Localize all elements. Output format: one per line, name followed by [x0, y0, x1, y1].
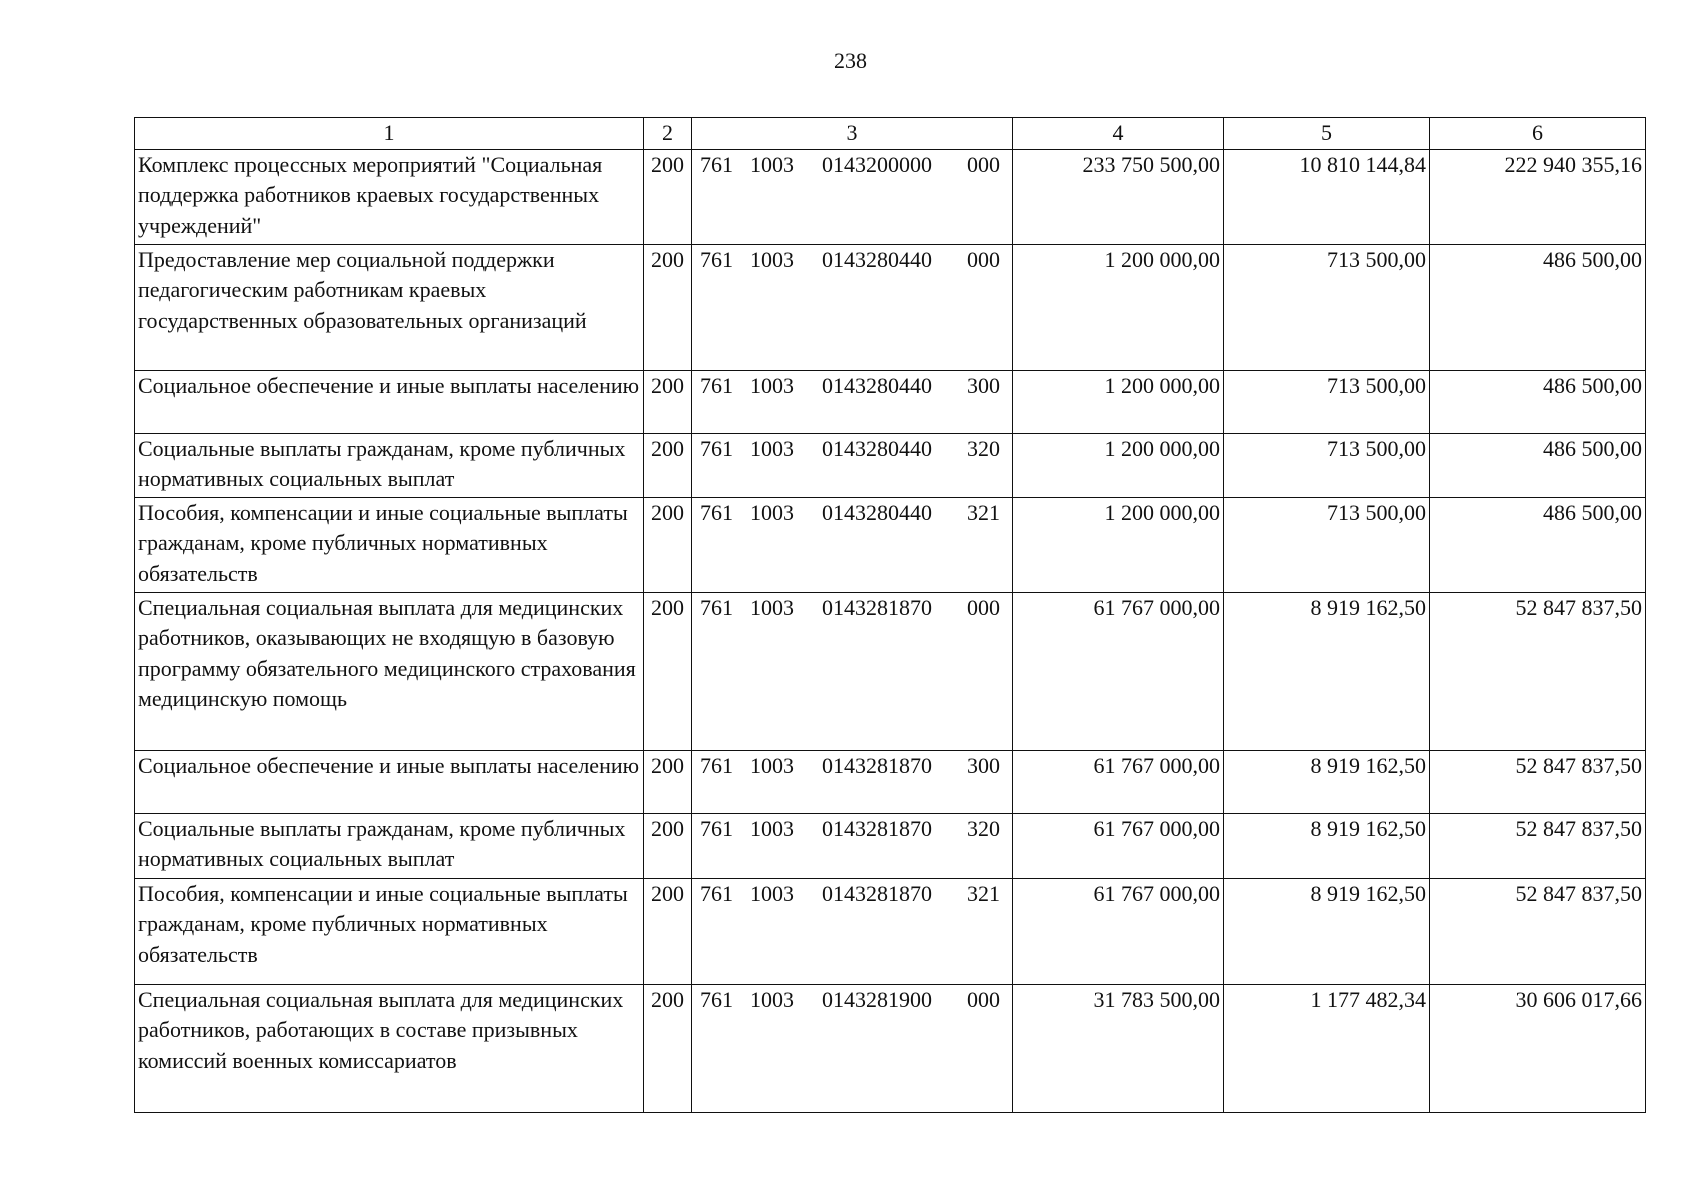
- row-ministry-code: 761: [700, 435, 733, 461]
- column-number: 2: [644, 118, 692, 150]
- row-expense-type-code: 300: [967, 752, 1000, 778]
- row-code: 200: [644, 984, 692, 1112]
- row-expense-type-code: 320: [967, 815, 1000, 841]
- row-target-code: 0143281900: [822, 986, 932, 1012]
- row-expense-type-code: 321: [967, 880, 1000, 906]
- row-section-code: 1003: [750, 435, 794, 461]
- row-approved-amount: 233 750 500,00: [1013, 149, 1224, 244]
- row-ministry-code: 761: [700, 752, 733, 778]
- row-approved-amount: 1 200 000,00: [1013, 244, 1224, 370]
- row-classification-codes: [692, 244, 1013, 370]
- row-target-code: 0143280440: [822, 499, 932, 525]
- row-name: Социальные выплаты гражданам, кроме публичных нормативных социальных выплат: [135, 433, 644, 497]
- row-target-code: 0143280440: [822, 435, 932, 461]
- row-remaining-amount: 486 500,00: [1430, 370, 1646, 433]
- table-row: [135, 433, 1646, 497]
- row-approved-amount: 31 783 500,00: [1013, 984, 1224, 1112]
- row-executed-amount: 10 810 144,84: [1224, 149, 1430, 244]
- row-name: Специальная социальная выплата для медицинских работников, работающих в составе призывных комиссий военных комиссариатов: [135, 984, 644, 1112]
- row-code: 200: [644, 592, 692, 750]
- row-classification-codes: [692, 878, 1013, 984]
- row-name: Пособия, компенсации и иные социальные выплаты гражданам, кроме публичных нормативных обязательств: [135, 878, 644, 984]
- row-approved-amount: 61 767 000,00: [1013, 878, 1224, 984]
- row-remaining-amount: 486 500,00: [1430, 244, 1646, 370]
- row-code: 200: [644, 370, 692, 433]
- row-executed-amount: 8 919 162,50: [1224, 750, 1430, 813]
- row-target-code: 0143281870: [822, 594, 932, 620]
- row-expense-type-code: 300: [967, 372, 1000, 398]
- row-code: 200: [644, 813, 692, 878]
- row-target-code: 0143280440: [822, 372, 932, 398]
- row-section-code: 1003: [750, 499, 794, 525]
- row-name: Социальные выплаты гражданам, кроме публичных нормативных социальных выплат: [135, 813, 644, 878]
- row-code: 200: [644, 878, 692, 984]
- row-executed-amount: 713 500,00: [1224, 244, 1430, 370]
- row-code: 200: [644, 497, 692, 592]
- table-row: [135, 750, 1646, 813]
- row-classification-codes: [692, 497, 1013, 592]
- row-classification-codes: [692, 433, 1013, 497]
- row-classification-codes: [692, 592, 1013, 750]
- table-row: [135, 984, 1646, 1112]
- row-classification-codes: [692, 750, 1013, 813]
- column-number: 4: [1013, 118, 1224, 150]
- row-name: Предоставление мер социальной поддержки педагогическим работникам краевых государственных образовательных организаций: [135, 244, 644, 370]
- row-ministry-code: 761: [700, 880, 733, 906]
- row-section-code: 1003: [750, 880, 794, 906]
- row-classification-codes: [692, 149, 1013, 244]
- row-name: Специальная социальная выплата для медицинских работников, оказывающих не входящую в базовую программу обязательного медицинского страхования медицинскую помощь: [135, 592, 644, 750]
- row-executed-amount: 1 177 482,34: [1224, 984, 1430, 1112]
- row-remaining-amount: 30 606 017,66: [1430, 984, 1646, 1112]
- column-number: 1: [135, 118, 644, 150]
- row-code: 200: [644, 750, 692, 813]
- row-executed-amount: 8 919 162,50: [1224, 878, 1430, 984]
- column-number: 5: [1224, 118, 1430, 150]
- row-code: 200: [644, 149, 692, 244]
- row-target-code: 0143280440: [822, 246, 932, 272]
- row-ministry-code: 761: [700, 151, 733, 177]
- row-ministry-code: 761: [700, 499, 733, 525]
- column-number: 6: [1430, 118, 1646, 150]
- column-number-row: [135, 118, 1646, 150]
- row-ministry-code: 761: [700, 815, 733, 841]
- row-expense-type-code: 000: [967, 151, 1000, 177]
- row-expense-type-code: 000: [967, 246, 1000, 272]
- row-code: 200: [644, 433, 692, 497]
- table-row: [135, 813, 1646, 878]
- table-row: [135, 149, 1646, 244]
- row-ministry-code: 761: [700, 246, 733, 272]
- row-approved-amount: 61 767 000,00: [1013, 813, 1224, 878]
- page-number: 238: [834, 48, 867, 73]
- row-ministry-code: 761: [700, 986, 733, 1012]
- row-expense-type-code: 000: [967, 986, 1000, 1012]
- row-target-code: 0143281870: [822, 752, 932, 778]
- row-expense-type-code: 000: [967, 594, 1000, 620]
- row-executed-amount: 713 500,00: [1224, 433, 1430, 497]
- row-classification-codes: [692, 813, 1013, 878]
- row-ministry-code: 761: [700, 372, 733, 398]
- row-remaining-amount: 486 500,00: [1430, 497, 1646, 592]
- row-section-code: 1003: [750, 594, 794, 620]
- row-ministry-code: 761: [700, 594, 733, 620]
- row-remaining-amount: 222 940 355,16: [1430, 149, 1646, 244]
- row-target-code: 0143200000: [822, 151, 932, 177]
- row-section-code: 1003: [750, 246, 794, 272]
- table-row: [135, 497, 1646, 592]
- row-name: Комплекс процессных мероприятий "Социальная поддержка работников краевых государственных учреждений": [135, 149, 644, 244]
- row-remaining-amount: 52 847 837,50: [1430, 750, 1646, 813]
- row-target-code: 0143281870: [822, 880, 932, 906]
- row-expense-type-code: 320: [967, 435, 1000, 461]
- budget-table: [134, 117, 1646, 1113]
- row-executed-amount: 713 500,00: [1224, 370, 1430, 433]
- table-row: [135, 244, 1646, 370]
- row-classification-codes: [692, 984, 1013, 1112]
- row-approved-amount: 61 767 000,00: [1013, 750, 1224, 813]
- row-executed-amount: 8 919 162,50: [1224, 592, 1430, 750]
- row-approved-amount: 1 200 000,00: [1013, 370, 1224, 433]
- row-approved-amount: 1 200 000,00: [1013, 433, 1224, 497]
- row-section-code: 1003: [750, 151, 794, 177]
- row-remaining-amount: 52 847 837,50: [1430, 592, 1646, 750]
- row-executed-amount: 713 500,00: [1224, 497, 1430, 592]
- row-remaining-amount: 52 847 837,50: [1430, 813, 1646, 878]
- table-row: [135, 592, 1646, 750]
- row-approved-amount: 61 767 000,00: [1013, 592, 1224, 750]
- row-name: Социальное обеспечение и иные выплаты населению: [135, 750, 644, 813]
- row-classification-codes: [692, 370, 1013, 433]
- table-row: [135, 370, 1646, 433]
- row-section-code: 1003: [750, 815, 794, 841]
- row-target-code: 0143281870: [822, 815, 932, 841]
- row-section-code: 1003: [750, 986, 794, 1012]
- row-name: Пособия, компенсации и иные социальные выплаты гражданам, кроме публичных нормативных обязательств: [135, 497, 644, 592]
- table-row: [135, 878, 1646, 984]
- row-remaining-amount: 52 847 837,50: [1430, 878, 1646, 984]
- row-name: Социальное обеспечение и иные выплаты населению: [135, 370, 644, 433]
- column-number: 3: [692, 118, 1013, 150]
- row-section-code: 1003: [750, 372, 794, 398]
- row-expense-type-code: 321: [967, 499, 1000, 525]
- row-section-code: 1003: [750, 752, 794, 778]
- row-remaining-amount: 486 500,00: [1430, 433, 1646, 497]
- row-code: 200: [644, 244, 692, 370]
- row-executed-amount: 8 919 162,50: [1224, 813, 1430, 878]
- row-approved-amount: 1 200 000,00: [1013, 497, 1224, 592]
